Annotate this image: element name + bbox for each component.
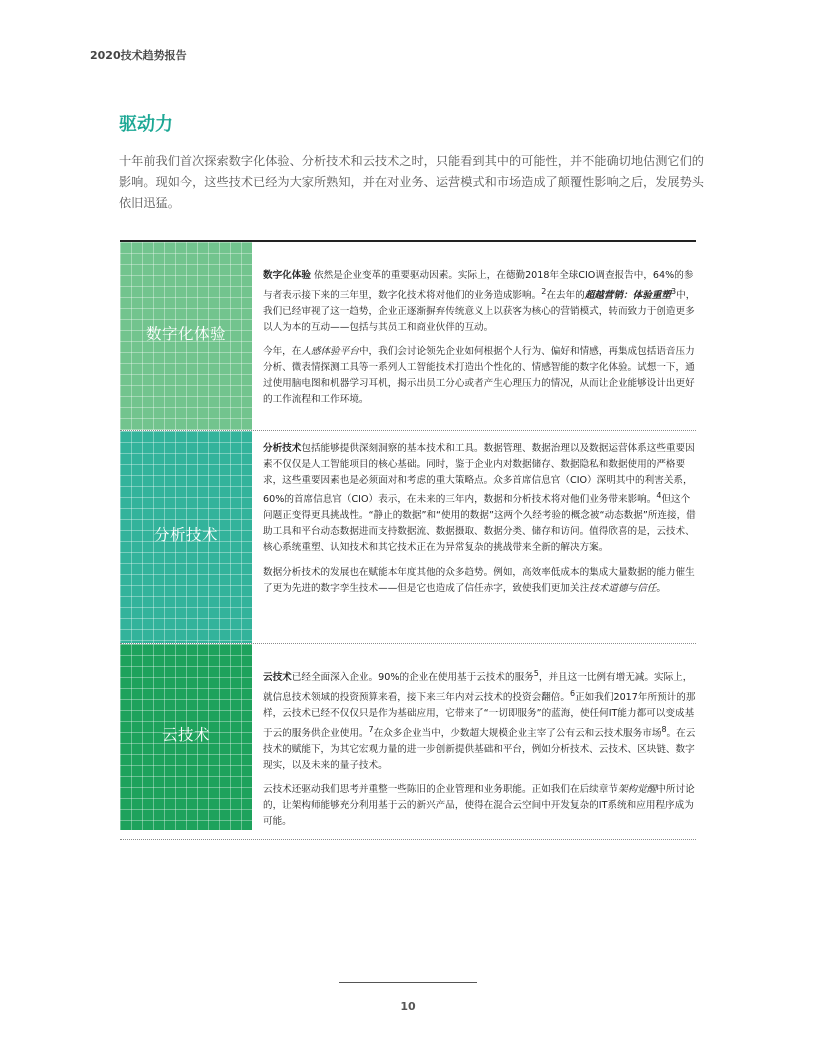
paragraph: [263, 782, 696, 829]
footnote-ref[interactable]: 6: [570, 688, 576, 698]
chapter-reference: 架构觉醒: [617, 784, 657, 796]
row-cloud: [120, 644, 696, 840]
chapter-reference: 超越营销：体验重塑: [584, 289, 672, 301]
row-digital-experience: [120, 242, 696, 431]
text-run: 。: [656, 582, 666, 594]
footnote-ref[interactable]: 5: [533, 669, 539, 678]
text-run: 。在云技术的赋能下，为其它宏观力量的进一步创新提供基础和平台，例如分析技术、云技术、区块链、数字现实，以及未来的量子技术。: [263, 727, 696, 771]
row-text: [252, 431, 696, 643]
text-run: ，并且这一比例有增无减。实际上，就信息技术领域的投资预算来看，接下来三年内对云技术的投资会翻倍。: [263, 672, 693, 704]
intro-paragraph: 十年前我们首次探索数字化体验、分析技术和云技术之时，只能看到其中的可能性，并不能确切地估测它们的影响。现如今，这些技术已经为大家所熟知，并在对业务、运营模式和市场造成了颠覆性影响之后，发展势头依旧迅猛。: [119, 154, 704, 210]
chapter-reference: 人感体验平台: [301, 346, 359, 358]
section-title: 驱动力: [119, 114, 173, 135]
row-analytics: [120, 431, 696, 644]
text-run: 数据分析技术的发展也在赋能本年度其他的众多趋势。例如，高效率低成本的集成大量数据的能力催生了更为先进的数字孪生技术——但是它也造成了信任赤字，致使我们更加关注: [263, 566, 695, 594]
text-run: 云技术还驱动我们思考并重整一些陈旧的企业管理和业务职能。正如我们在后续章节: [263, 784, 618, 796]
paragraph: [263, 565, 696, 597]
footnote-ref[interactable]: 4: [656, 491, 662, 501]
tile-analytics: [120, 431, 252, 643]
lead-term: 分析技术: [263, 443, 302, 454]
paragraph: [263, 344, 696, 407]
paragraph: [263, 441, 696, 556]
footnote-ref[interactable]: 7: [368, 724, 374, 734]
text-run: 依然是企业变革的重要驱动因素。实际上，在德勤2018年全球CIO调查报告中，64%的参与者表示接下来的三年里，数字化技术将对他们的业务造成影响。: [263, 270, 694, 301]
forces-table: [120, 240, 696, 840]
text-run: 中，我们已经审视了这一趋势，企业正逐渐摒弃传统意义上以获客为核心的营销模式，转而致力于创造更多以人为本的互动——包括与其员工和商业伙伴的互动。: [263, 289, 696, 333]
chapter-reference: 技术道德与信任: [589, 582, 657, 594]
row-text: [252, 644, 696, 839]
lead-term: 云技术: [263, 672, 292, 684]
row-text: [252, 242, 696, 430]
paragraph: [263, 666, 696, 773]
text-run: 但这个问题正变得更具挑战性。“静止的数据”和“使用的数据”这两个久经考验的概念被“动态数据”所连接，借助工具和平台动态数据进而支持数据流、数据摄取、数据分类、储存和访问。值得欣喜的是，云技术、核心系统重塑、认知技术和其它技术正在为异常复杂的挑战带来全新的解决方案。: [263, 494, 696, 553]
footnote-ref[interactable]: 8: [661, 724, 667, 734]
text-run: 包括能够提供深刻洞察的基本技术和工具。数据管理、数据治理以及数据运营体系这些重要因素不仅仅是人工智能项目的核心基础。同时，鉴于企业内对数据储存、数据隐私和数据使用的严格要求，这些重要因素也是必须面对和考虑的重大策略点。众多首席信息官（CIO）深明其中的利害关系，60%的首席信息官（CIO）表示，在未来的三年内，数据和分析技术将对他们业务带来影响。: [263, 443, 695, 506]
text-run: 已经全面深入企业。90%的企业在使用基于云技术的服务: [291, 672, 534, 684]
text-run: 正如我们2017年所预计的那样，云技术已经不仅仅只是作为基础应用，它带来了“一切即服务”的蓝海，使任何IT能力都可以变成基于云的服务供企业使用。: [263, 692, 696, 739]
text-run: 在去年的: [546, 289, 585, 301]
footnote-ref[interactable]: 2: [541, 286, 547, 296]
text-run: 中所讨论的，让架构师能够充分利用基于云的新兴产品，使得在混合云空间中开发复杂的IT系统和应用程序成为可能。: [263, 784, 695, 827]
tile-digital-experience: [120, 242, 252, 430]
tile-label: 数字化体验: [145, 325, 226, 343]
footer-divider: [339, 982, 477, 983]
text-run: 今年，在: [263, 346, 302, 358]
lead-term: 数字化体验: [263, 270, 311, 281]
tile-cloud: [120, 644, 252, 830]
tile-label: 云技术: [161, 726, 210, 744]
text-run: 中，我们会讨论领先企业如何根据个人行为、偏好和情感，再集成包括语音压力分析、微表情探测工具等一系列人工智能技术打造出个性化的、情感智能的数字化体验。试想一下，通过使用脑电图和机器学习耳机，揭示出员工分心或者产生心理压力的情况，从而让企业能够设计出更好的工作流程和工作环境。: [263, 346, 695, 405]
footnote-ref[interactable]: 3: [671, 286, 677, 296]
report-header: 2020技术趋势报告: [90, 49, 187, 62]
tile-label: 分析技术: [153, 526, 218, 544]
text-run: 在众多企业当中，少数超大规模企业主宰了公有云和云技术服务市场: [373, 727, 662, 739]
paragraph: [263, 268, 696, 335]
page-number: 10: [400, 1000, 416, 1013]
